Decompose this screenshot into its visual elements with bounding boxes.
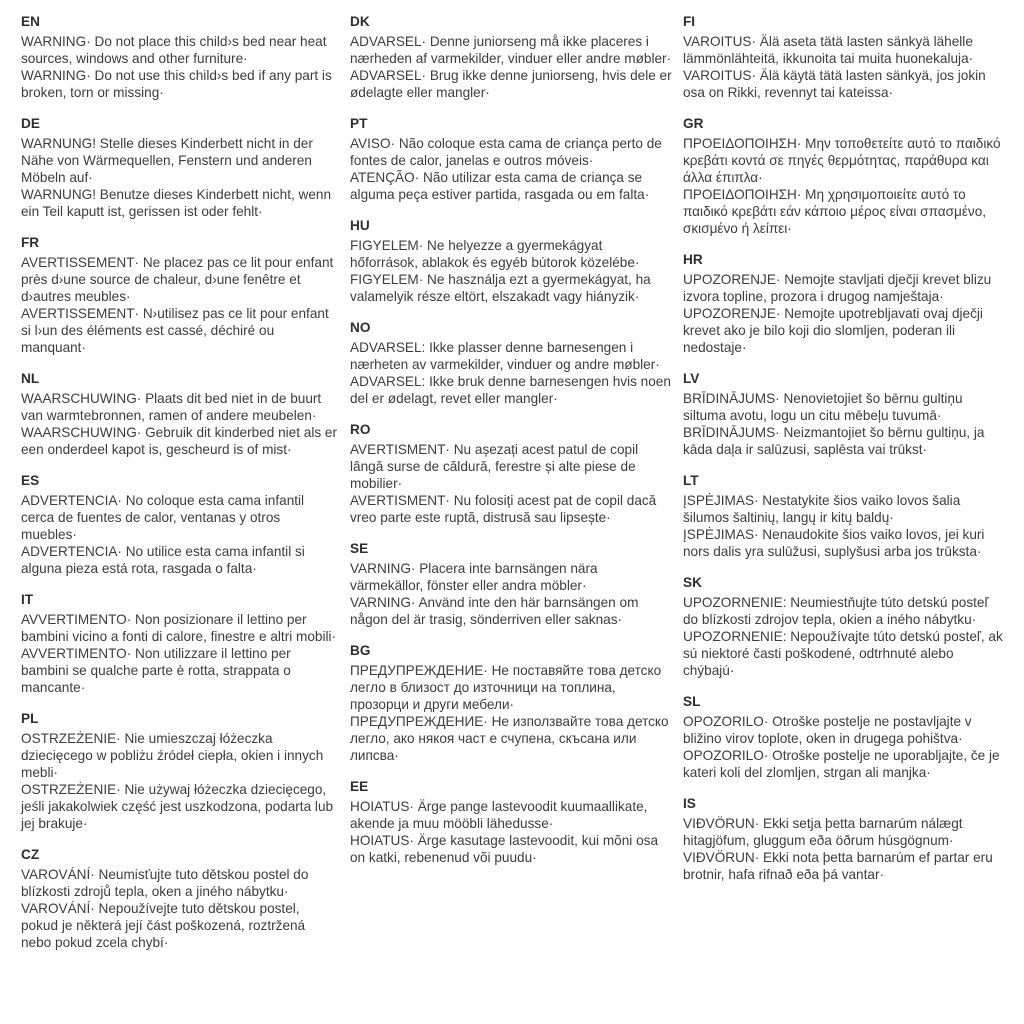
warning-text: OPOZORILO· Otroške postelje ne postavljajte v bližino virov toplote, oken in drugega pohištva· bbox=[683, 714, 972, 746]
language-code-label: PL bbox=[21, 711, 39, 726]
language-code-label: FR bbox=[21, 235, 40, 250]
language-code-label: ES bbox=[21, 473, 40, 488]
warning-text: WARNING· Do not place this child›s bed near heat sources, windows and other furniture· bbox=[21, 34, 327, 66]
warning-block-ro bbox=[350, 421, 672, 526]
warning-block-is bbox=[683, 795, 1005, 883]
warning-text: AVERTISSEMENT· Ne placez pas ce lit pour enfant près d›une source de chaleur, d›une fenêtre et d›autres meubles· bbox=[21, 255, 334, 304]
warning-block-sl bbox=[683, 693, 1005, 781]
warning-text: ΠΡΟΕΙΔΟΠΟΙΗΣΗ· Μην τοποθετείτε αυτό το παιδικό κρεβάτι κοντά σε πηγές θερμότητας, παράθυρα και άλλα έπιπλα· bbox=[683, 136, 1001, 185]
language-code-label: EN bbox=[21, 14, 40, 29]
warning-text: AVVERTIMENTO· Non utilizzare il lettino per bambini se qualche parte è rotta, strappata o mancante· bbox=[21, 646, 291, 695]
warning-text: ATENÇÃO· Não utilizar esta cama de criança se alguma peça estiver partida, rasgada ou em falta· bbox=[350, 170, 650, 202]
warning-text: ΠΡΟΕΙΔΟΠΟΙΗΣΗ· Μη χρησιμοποιείτε αυτό το παιδικό κρεβάτι εάν κάποιο μέρος είναι σπασμένο, σκισμένο ή λείπει· bbox=[683, 187, 987, 236]
warning-text: VIÐVÖRUN· Ekki nota þetta barnarúm ef partar eru brotnir, hafa rifnað eða þá vantar· bbox=[683, 850, 993, 882]
language-code-label: BG bbox=[350, 643, 371, 658]
warning-text: UPOZORNENIE: Nepoužívajte túto detskú posteľ, ak sú niektoré časti poškodené, odtrhnuté alebo chýbajú· bbox=[683, 629, 1003, 678]
language-code-label: HU bbox=[350, 218, 370, 233]
warning-block-sk bbox=[683, 574, 1005, 679]
warning-block-gr bbox=[683, 115, 1005, 237]
language-code-label: SL bbox=[683, 694, 701, 709]
text-column bbox=[350, 13, 672, 965]
warning-block-it bbox=[21, 591, 339, 696]
warning-text: VAROVÁNÍ· Nepoužívejte tuto dětskou postel, pokud je některá její část poškozená, roztržená nebo pokud zcela chybí· bbox=[21, 901, 306, 950]
warning-text: WARNUNG! Benutze dieses Kinderbett nicht, wenn ein Teil kaputt ist, gerissen ist oder fehlt· bbox=[21, 187, 332, 219]
warning-text: VARNING· Använd inte den här barnsängen om någon del är trasig, sönderriven eller saknas· bbox=[350, 595, 639, 627]
warning-text: AVVERTIMENTO· Non posizionare il lettino per bambini vicino a fonti di calore, finestre e altri mobili· bbox=[21, 612, 337, 644]
warning-text: AVERTISMENT· Nu folosiți acest pat de copil dacă vreo parte este ruptă, distrusă sau lipsește· bbox=[350, 493, 657, 525]
warning-text: UPOZORENJE· Nemojte upotrebljavati ovaj dječji krevet ako je bilo koji dio slomljen, poderan ili nedostaje· bbox=[683, 306, 983, 355]
language-code-label: RO bbox=[350, 422, 371, 437]
warning-text: ПРЕДУПРЕЖДЕНИЕ· Не поставяйте това детско легло в близост до източници на топлина, прозорци и други мебели· bbox=[350, 663, 662, 712]
language-code-label: IT bbox=[21, 592, 34, 607]
warning-text: WAARSCHUWING· Plaats dit bed niet in de buurt van warmtebronnen, ramen of andere meubelen· bbox=[21, 391, 322, 423]
language-code-label: DE bbox=[21, 116, 40, 131]
warning-block-hu bbox=[350, 217, 672, 305]
language-code-label: FI bbox=[683, 14, 696, 29]
warning-text: WARNING· Do not use this child›s bed if any part is broken, torn or missing· bbox=[21, 68, 332, 100]
warning-block-no bbox=[350, 319, 672, 407]
warning-text: ADVERTENCIA· No utilice esta cama infantil si alguna pieza está rota, rasgada o falta· bbox=[21, 544, 305, 576]
warning-text: ADVERTENCIA· No coloque esta cama infantil cerca de fuentes de calor, ventanas y otros muebles· bbox=[21, 493, 305, 542]
language-code-label: NL bbox=[21, 371, 40, 386]
warning-block-bg bbox=[350, 642, 672, 764]
warning-text: AVISO· Não coloque esta cama de criança perto de fontes de calor, janelas e outros móveis· bbox=[350, 136, 662, 168]
warning-block-fi bbox=[683, 13, 1005, 101]
warning-block-hr bbox=[683, 251, 1005, 356]
warning-text: ĮSPĖJIMAS· Nenaudokite šios vaiko lovos, jei kuri nors dalis yra sulūžusi, suplyšusi arba jos trūksta· bbox=[683, 527, 985, 559]
language-code-label: NO bbox=[350, 320, 371, 335]
warning-text: UPOZORENJE· Nemojte stavljati dječji krevet blizu izvora topline, prozora i drugog namještaja· bbox=[683, 272, 992, 304]
warning-text: WARNUNG! Stelle dieses Kinderbett nicht in der Nähe von Wärmequellen, Fenstern und anderen Möbeln auf· bbox=[21, 136, 313, 185]
warning-text: HOIATUS· Ärge pange lastevoodit kuumaallikate, akende ja muu mööbli lähedusse· bbox=[350, 799, 648, 831]
warning-block-fr bbox=[21, 234, 339, 356]
warning-text: BRĪDINĀJUMS· Nenovietojiet šo bērnu gultiņu siltuma avotu, logu un citu mēbeļu tuvumā· bbox=[683, 391, 963, 423]
warning-text: ПРЕДУПРЕЖДЕНИЕ· Не използвайте това детско легло, ако някоя част е счупена, скъсана или липсва· bbox=[350, 714, 669, 763]
language-code-label: CZ bbox=[21, 847, 40, 862]
warning-text: AVERTISMENT· Nu așezați acest patul de copil lângă surse de căldură, ferestre și alte piese de mobilier· bbox=[350, 442, 639, 491]
warning-block-pt bbox=[350, 115, 672, 203]
language-code-label: GR bbox=[683, 116, 704, 131]
warning-text: FIGYELEM· Ne használja ezt a gyermekágyat, ha valamelyik része eltört, elszakadt vagy hiányzik· bbox=[350, 272, 651, 304]
warning-text: ĮSPĖJIMAS· Nestatykite šios vaiko lovos šalia šilumos šaltinių, langų ir kitų baldų· bbox=[683, 493, 961, 525]
text-column bbox=[683, 13, 1005, 965]
warning-text: ADVARSEL: Ikke bruk denne barnesengen hvis noen del er ødelagt, revet eller mangler· bbox=[350, 374, 671, 406]
warning-text: VAROITUS· Älä aseta tätä lasten sänkyä lähelle lämmönlähteitä, ikkunoita tai muita huonekaluja· bbox=[683, 34, 974, 66]
warning-text: UPOZORNENIE: Neumiestňujte túto detskú posteľ do blízkosti zdrojov tepla, okien a iného nábytku· bbox=[683, 595, 989, 627]
warning-block-pl bbox=[21, 710, 339, 832]
warning-text: OSTRZEŻENIE· Nie umieszczaj łóżeczka dziecięcego w pobliżu źródeł ciepła, okien i innych mebli· bbox=[21, 731, 324, 780]
warning-block-de bbox=[21, 115, 339, 220]
language-code-label: EE bbox=[350, 779, 369, 794]
language-code-label: SE bbox=[350, 541, 369, 556]
warning-block-nl bbox=[21, 370, 339, 458]
warning-text: VIÐVÖRUN· Ekki setja þetta barnarúm nálægt hitagjöfum, gluggum eða öðrum húsgögnum· bbox=[683, 816, 963, 848]
warning-block-es bbox=[21, 472, 339, 577]
language-code-label: LV bbox=[683, 371, 700, 386]
warning-block-se bbox=[350, 540, 672, 628]
warning-text: ADVARSEL· Brug ikke denne juniorseng, hvis dele er ødelagte eller mangler· bbox=[350, 68, 672, 100]
language-code-label: IS bbox=[683, 796, 696, 811]
warning-text: VARNING· Placera inte barnsängen nära värmekällor, fönster eller andra möbler· bbox=[350, 561, 598, 593]
columns-container bbox=[21, 13, 1004, 965]
warning-block-lv bbox=[683, 370, 1005, 458]
warning-text: BRĪDINĀJUMS· Neizmantojiet šo bērnu gultiņu, ja kāda daļa ir salūzusi, saplēsta vai trūkst· bbox=[683, 425, 985, 457]
warning-text: OPOZORILO· Otroške postelje ne uporabljajte, če je kateri koli del zlomljen, strgan ali manjka· bbox=[683, 748, 1000, 780]
warning-block-ee bbox=[350, 778, 672, 866]
language-code-label: DK bbox=[350, 14, 370, 29]
warning-text: ADVARSEL: Ikke plasser denne barnesengen i nærheten av varmekilder, vinduer og andre møbler· bbox=[350, 340, 660, 372]
warning-text: ADVARSEL· Denne juniorseng må ikke placeres i nærheden af varmekilder, vinduer eller andre møbler· bbox=[350, 34, 672, 66]
warning-block-lt bbox=[683, 472, 1005, 560]
warning-text: FIGYELEM· Ne helyezze a gyermekágyat hőforrások, ablakok és egyéb bútorok közelébe· bbox=[350, 238, 640, 270]
warning-text: HOIATUS· Ärge kasutage lastevoodit, kui mõni osa on katki, rebenenud või puudu· bbox=[350, 833, 659, 865]
warning-block-cz bbox=[21, 846, 339, 951]
warning-text: AVERTISSEMENT· N›utilisez pas ce lit pour enfant si l›un des éléments est cassé, déchiré ou manquant· bbox=[21, 306, 329, 355]
warning-block-dk bbox=[350, 13, 672, 101]
language-code-label: PT bbox=[350, 116, 368, 131]
warning-text: OSTRZEŻENIE· Nie używaj łóżeczka dziecięcego, jeśli jakakolwiek część jest uszkodzona, podarta lub jej brakuje· bbox=[21, 782, 334, 831]
warning-text: VAROVÁNÍ· Neumisťujte tuto dětskou postel do blízkosti zdrojů tepla, oken a jiného nábytku· bbox=[21, 867, 309, 899]
language-code-label: SK bbox=[683, 575, 702, 590]
language-code-label: HR bbox=[683, 252, 703, 267]
text-column bbox=[21, 13, 339, 965]
warning-text: VAROITUS· Älä käytä tätä lasten sänkyä, jos jokin osa on Rikki, revennyt tai kateissa· bbox=[683, 68, 986, 100]
warning-text: WAARSCHUWING· Gebruik dit kinderbed niet als er een onderdeel kapot is, gescheurd is of mist· bbox=[21, 425, 338, 457]
language-code-label: LT bbox=[683, 473, 699, 488]
warning-block-en bbox=[21, 13, 339, 101]
